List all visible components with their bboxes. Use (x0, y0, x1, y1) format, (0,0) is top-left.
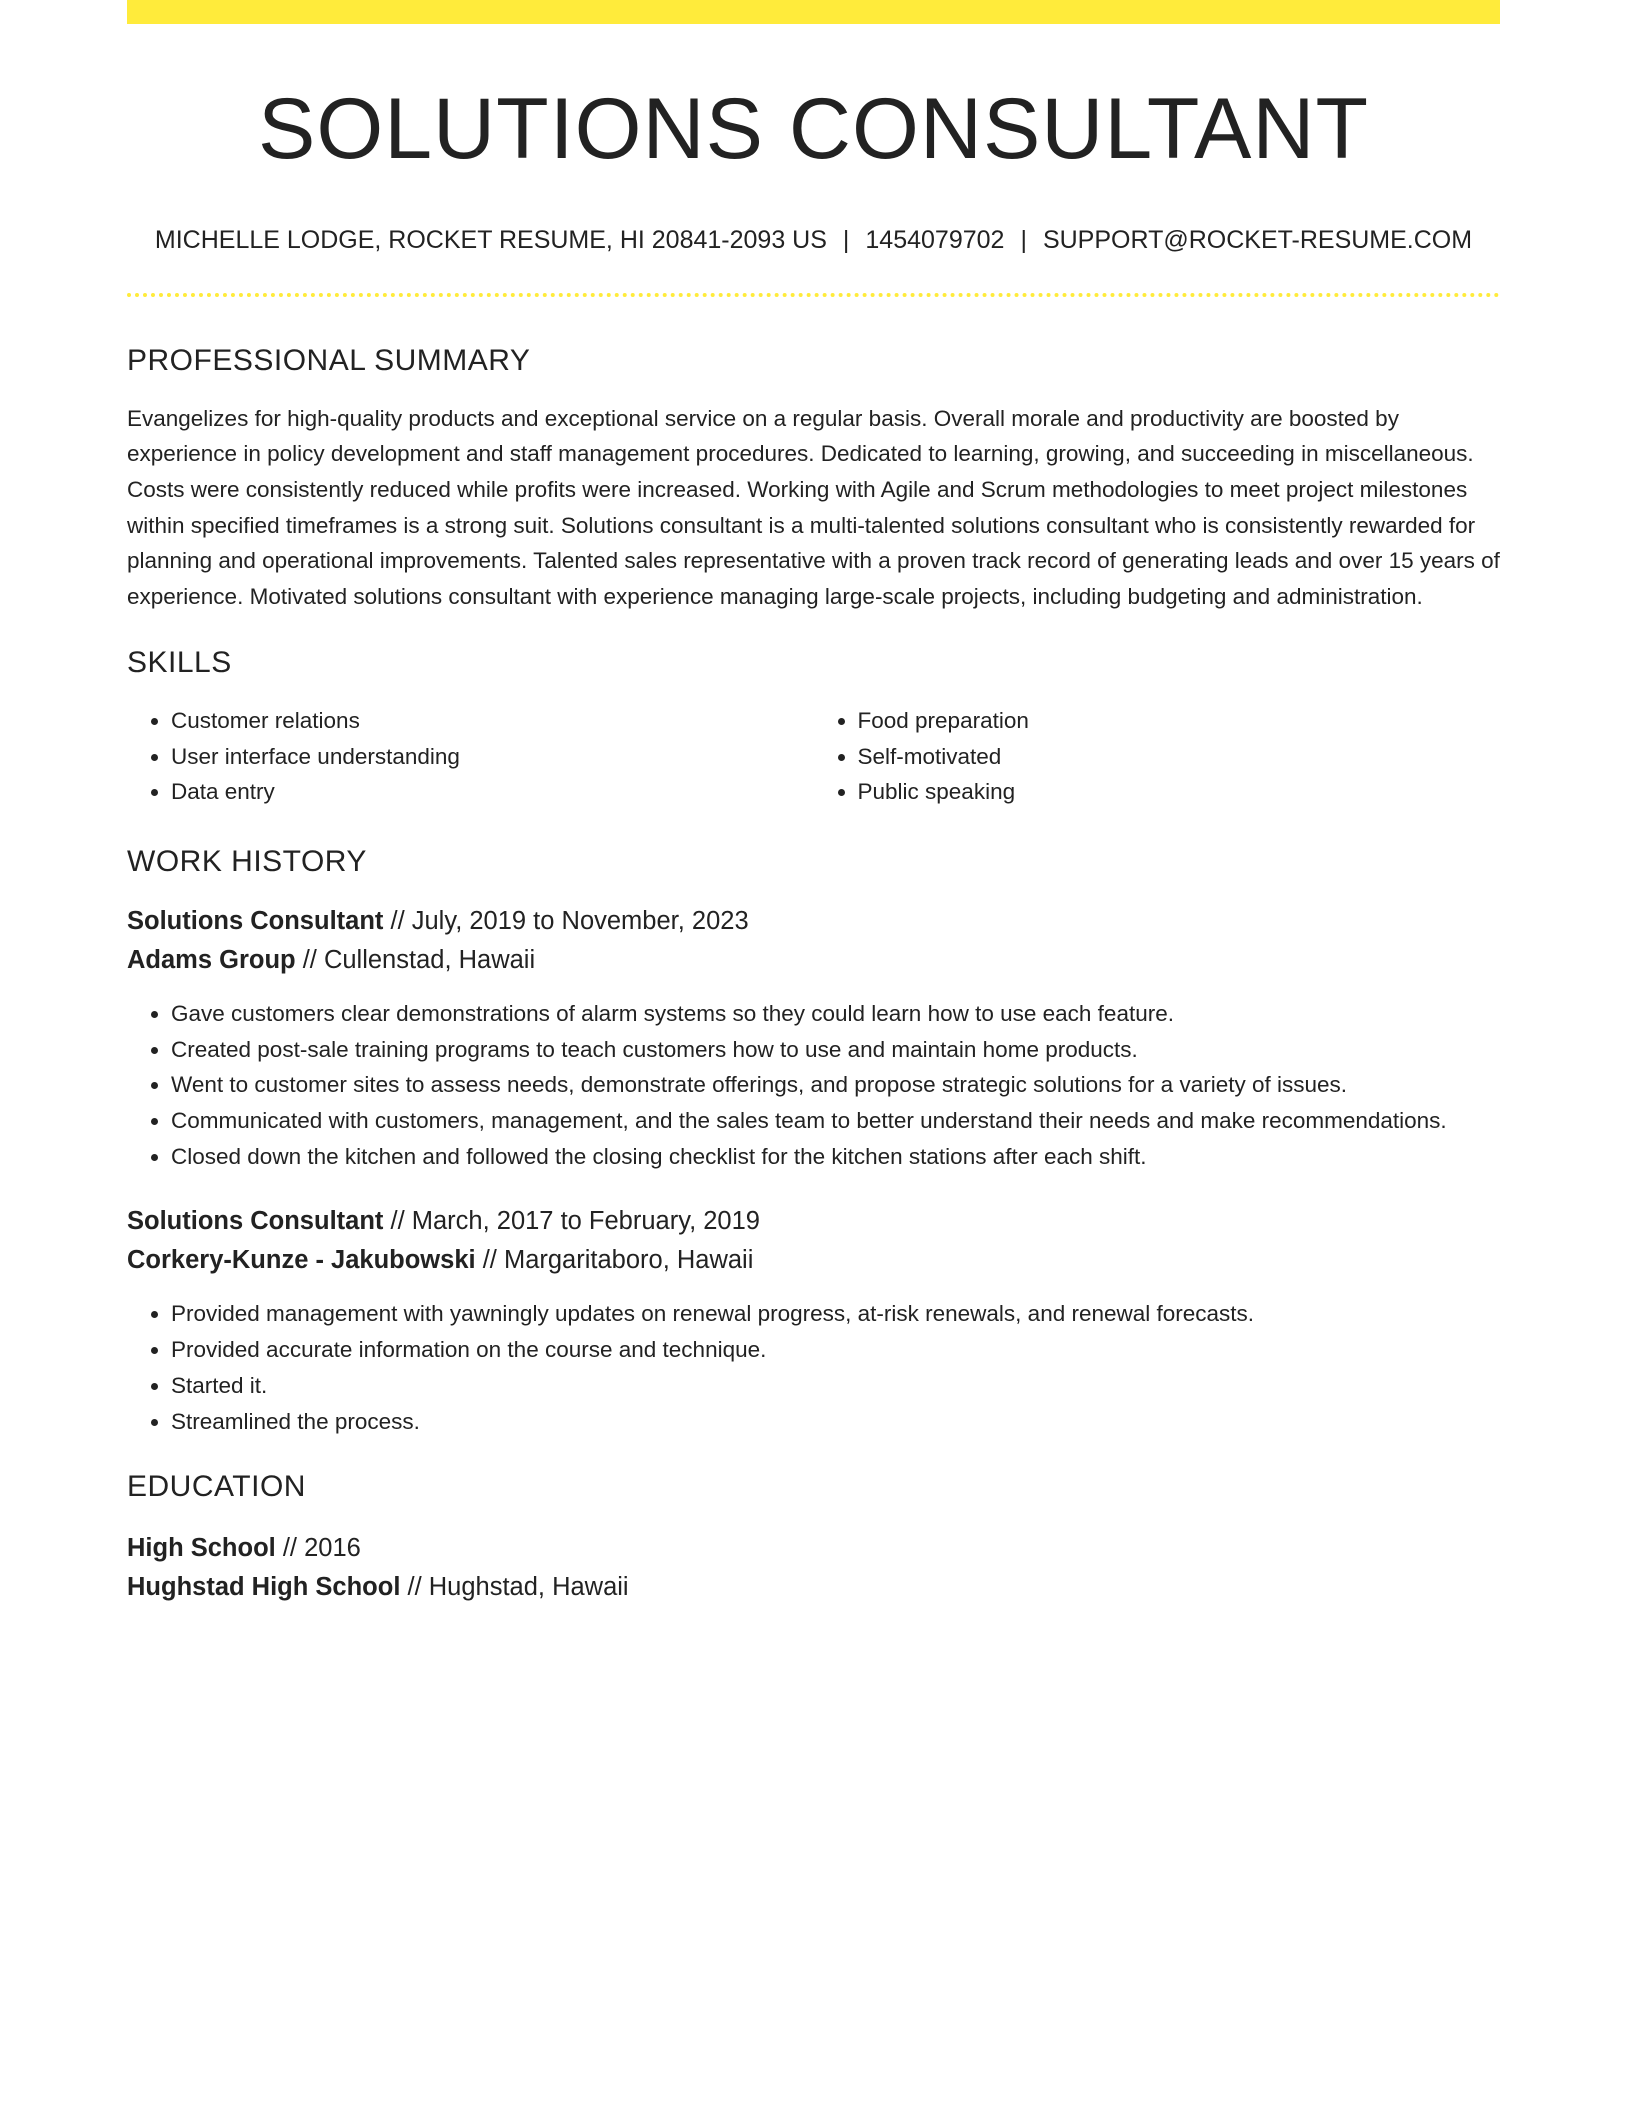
contact-separator: | (1020, 225, 1027, 254)
job-company-line (127, 1241, 1500, 1280)
job-dates: // July, 2019 to November, 2023 (383, 906, 749, 935)
contact-phone: 1454079702 (865, 225, 1005, 254)
skill-item: • Food preparation (858, 703, 1501, 739)
education-school-line (127, 1568, 1500, 1607)
education-degree: High School (127, 1534, 276, 1563)
job-entry (127, 1202, 1500, 1439)
skills-heading: SKILLS (127, 645, 232, 679)
job-bullet: • Provided management with yawningly updates on renewal progress, at-risk renewals, and renewal forecasts. (171, 1296, 1500, 1332)
work-history-heading: WORK HISTORY (127, 844, 367, 878)
job-bullets (127, 1296, 1500, 1439)
job-title: Solutions Consultant (127, 906, 384, 935)
skill-item: • Data entry (171, 774, 814, 810)
job-company-line (127, 941, 1500, 980)
job-bullet: • Communicated with customers, management, and the sales team to better understand their needs and make recommendations. (171, 1103, 1500, 1139)
education-location: // Hughstad, Hawaii (400, 1573, 629, 1602)
contact-separator: | (842, 225, 850, 254)
job-company: Adams Group (127, 945, 296, 974)
job-title-line (127, 1202, 1500, 1241)
accent-top-bar (127, 0, 1500, 24)
job-location: // Margaritaboro, Hawaii (475, 1246, 754, 1275)
job-bullets (127, 996, 1500, 1175)
job-title: Solutions Consultant (127, 1207, 384, 1236)
skills-column-right (814, 703, 1501, 810)
dotted-divider (127, 293, 1500, 297)
summary-heading: PROFESSIONAL SUMMARY (127, 343, 531, 377)
job-bullet: • Closed down the kitchen and followed the closing checklist for the kitchen stations after each shift. (171, 1139, 1500, 1175)
summary-text: Evangelizes for high-quality products and exceptional service on a regular basis. Overall morale and productivity are boosted by experience in policy development and staff management procedures. Dedicated to learning, growing, and succeeding in miscellaneous. Costs were consistently reduced while profits were increased. Working with Agile and Scrum methodologies to meet project milestones within specified timeframes is a strong suit. Solutions consultant is a multi-talented solutions consultant who is consistently rewarded for planning and operational improvements. Talented sales representative with a proven track record of generating leads and over 15 years of experience. Motivated solutions consultant with experience managing large-scale projects, including budgeting and administration. (127, 405, 1500, 610)
job-title-line (127, 902, 1500, 941)
job-bullet: • Gave customers clear demonstrations of alarm systems so they could learn how to use each feature. (171, 996, 1500, 1032)
job-bullet: • Provided accurate information on the course and technique. (171, 1332, 1500, 1368)
education-heading: EDUCATION (127, 1470, 306, 1504)
job-company: Corkery-Kunze - Jakubowski (127, 1246, 476, 1275)
job-bullet: • Went to customer sites to assess needs, demonstrate offerings, and propose strategic solutions for a variety of issues. (171, 1067, 1500, 1103)
resume-page (127, 0, 1500, 1607)
resume-title: SOLUTIONS CONSULTANT (257, 81, 1370, 177)
job-bullet: • Streamlined the process. (171, 1404, 1500, 1440)
contact-email[interactable]: SUPPORT@ROCKET-RESUME.COM (1042, 225, 1473, 254)
skills-list (127, 703, 1500, 810)
education-year: // 2016 (275, 1534, 361, 1563)
skill-item: • Self-motivated (858, 739, 1501, 775)
job-bullet: • Started it. (171, 1368, 1500, 1404)
education-degree-line (127, 1529, 1500, 1568)
contact-line (127, 225, 1500, 255)
job-dates: // March, 2017 to February, 2019 (383, 1207, 760, 1236)
job-entry (127, 902, 1500, 1175)
job-location: // Cullenstad, Hawaii (295, 945, 536, 974)
skills-column-left (127, 703, 814, 810)
education-school: Hughstad High School (127, 1573, 401, 1602)
skill-item: • Public speaking (858, 774, 1501, 810)
skill-item: • User interface understanding (171, 739, 814, 775)
contact-address: MICHELLE LODGE, ROCKET RESUME, HI 20841-2093 US (154, 225, 827, 254)
job-bullet: • Created post-sale training programs to teach customers how to use and maintain home products. (171, 1032, 1500, 1068)
skill-item: • Customer relations (171, 703, 814, 739)
